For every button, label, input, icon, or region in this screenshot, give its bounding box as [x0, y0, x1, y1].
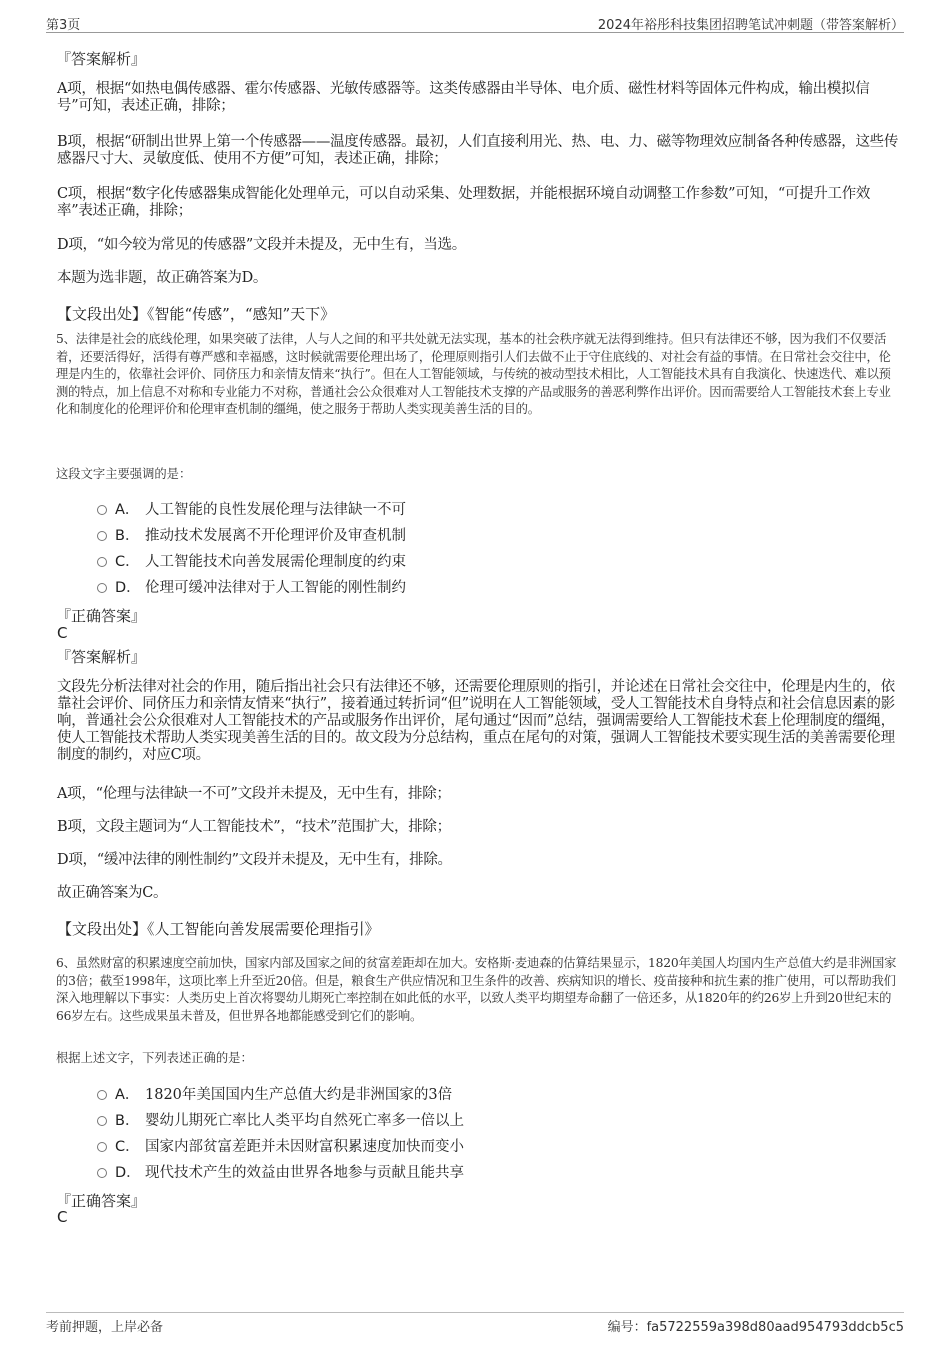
- radio-icon[interactable]: [97, 1168, 107, 1178]
- radio-icon[interactable]: [97, 557, 107, 567]
- document-title: 2024年裕彤科技集团招聘笔试冲刺题（带答案解析）: [597, 18, 904, 33]
- page-number: 第3页: [46, 18, 81, 33]
- question-5-prompt: 这段文字主要强调的是：: [56, 467, 192, 481]
- q5-analysis-line-d: D项，“缓冲法律的刚性制约”文段并未提及，无中生有，排除。: [57, 852, 452, 868]
- radio-icon[interactable]: [97, 1090, 107, 1100]
- analysis-label: 『答案解析』: [56, 648, 147, 666]
- radio-icon[interactable]: [97, 1142, 107, 1152]
- option-letter: B．: [115, 1113, 140, 1129]
- radio-icon[interactable]: [97, 531, 107, 541]
- option-text: 现代技术产生的效益由世界各地参与贡献且能共享: [145, 1165, 464, 1181]
- option-text: 伦理可缓冲法律对于人工智能的刚性制约: [145, 580, 406, 596]
- option-letter: D．: [115, 1165, 141, 1181]
- option-text: 人工智能的良性发展伦理与法律缺一不可: [145, 502, 406, 518]
- option-text: 人工智能技术向善发展需伦理制度的约束: [145, 554, 406, 570]
- option-letter: A．: [115, 1087, 140, 1103]
- source-citation: 【文段出处】《人工智能向善发展需要伦理指引》: [57, 920, 380, 938]
- question-5-passage: 5、法律是社会的底线伦理，如果突破了法律，人与人之间的和平共处就无法实现，基本的社会秩序就无法得到维持。但只有法律还不够，因为我们不仅要活着，还要活得好，活得有尊严感和幸福感，这时候就需要伦理出场了，伦理原则指引人们去做不止于守住底线的、对社会有益的事情。在日常社会交往中，伦理是内生的，依靠社会评价、同侪压力和亲情友情来“执行”。但在人工智能领域，与传统的被动型技术相比，人工智能技术具有自我演化、快速迭代、难以预测的特点，加上信息不对称和专业能力不对称，普通社会公众很难对人工智能技术支撑的产品或服务的善恶利弊作出评价。因而需要给人工智能技术套上专业化和制度化的伦理评价和伦理审查机制的缰绳，使之服务于帮助人类实现美善生活的目的。: [56, 332, 891, 417]
- radio-icon[interactable]: [97, 505, 107, 515]
- option-letter: B．: [115, 528, 140, 544]
- correct-answer: C: [57, 1208, 68, 1226]
- correct-answer-label: 『正确答案』: [56, 607, 147, 625]
- page-header: [46, 12, 904, 33]
- option-text: 婴幼儿期死亡率比人类平均自然死亡率多一倍以上: [145, 1113, 464, 1129]
- option-text: 国家内部贫富差距并未因财富积累速度加快而变小: [145, 1139, 464, 1155]
- question-5-analysis: 文段先分析法律对社会的作用，随后指出社会只有法律还不够，还需要伦理原则的指引，并论述在日常社会交往中，伦理是内生的，依靠社会评价、同侪压力和亲情友情来“执行”，接着通过转折词“但”说明在人工智能领域，受人工智能技术自身特点和社会信息因素的影响，普通社会公众很难对人工智能技术的产品或服务作出评价，尾句通过“因而”总结，强调需要给人工智能技术套上伦理制度的缰绳，使人工智能技术帮助人类实现美善生活的目的。故文段为分总结构，重点在尾句的对策，强调人工智能技术要实现生活的美善需要伦理制度的制约，对应C项。: [57, 679, 895, 763]
- q5-analysis-line-a: A项，“伦理与法律缺一不可”文段并未提及，无中生有，排除；: [57, 786, 451, 802]
- option-letter: A．: [115, 502, 140, 518]
- option-text: 1820年美国国内生产总值大约是非洲国家的3倍: [145, 1087, 453, 1103]
- analysis-line-a: A项，根据“如热电偶传感器、霍尔传感器、光敏传感器等。这类传感器由半导体、电介质、磁性材料等固体元件构成，输出模拟信号”可知，表述正确，排除；: [57, 81, 870, 114]
- analysis-conclusion: 本题为选非题，故正确答案为D。: [57, 270, 268, 286]
- option-letter: C．: [115, 1139, 140, 1155]
- question-6-prompt: 根据上述文字，下列表述正确的是：: [56, 1051, 253, 1065]
- page-footer: [46, 1312, 904, 1337]
- document-id: 编号：fa5722559a398d80aad954793ddcb5c5: [607, 1320, 904, 1335]
- radio-icon[interactable]: [97, 1116, 107, 1126]
- radio-icon[interactable]: [97, 583, 107, 593]
- option-text: 推动技术发展离不开伦理评价及审查机制: [145, 528, 406, 544]
- option-letter: C．: [115, 554, 140, 570]
- footer-slogan: 考前押题，上岸必备: [46, 1320, 164, 1335]
- question-6-passage: 6、虽然财富的积累速度空前加快，国家内部及国家之间的贫富差距却在加大。安格斯·麦迪森的估算结果显示，1820年美国人均国内生产总值大约是非洲国家的3倍；截至1998年，这项比率上升至近20倍。但是，粮食生产供应情况和卫生条件的改善、疾病知识的增长、疫苗接种和抗生素的推广使用，可以帮助我们深入地理解以下事实：人类历史上首次将婴幼儿期死亡率控制在如此低的水平，以致人类平均期望寿命翻了一倍还多，从1820年的约26岁上升到20世纪末的66岁左右。这些成果虽未普及，但世界各地都能感受到它们的影响。: [56, 956, 897, 1023]
- analysis-line-b: B项，根据“研制出世界上第一个传感器——温度传感器。最初，人们直接利用光、热、电、力、磁等物理效应制备各种传感器，这些传感器尺寸大、灵敏度低、使用不方便”可知，表述正确，排除；: [57, 134, 899, 167]
- analysis-label: 『答案解析』: [56, 50, 147, 68]
- analysis-line-d: D项，“如今较为常见的传感器”文段并未提及，无中生有，当选。: [57, 237, 466, 253]
- q5-analysis-conclusion: 故正确答案为C。: [57, 885, 168, 901]
- q5-analysis-line-b: B项，文段主题词为“人工智能技术”，“技术”范围扩大，排除；: [57, 819, 451, 835]
- correct-answer: C: [57, 624, 68, 642]
- option-letter: D．: [115, 580, 141, 596]
- correct-answer-label: 『正确答案』: [56, 1192, 147, 1210]
- source-citation: 【文段出处】《智能“传感”，“感知”天下》: [57, 305, 336, 323]
- analysis-line-c: C项，根据“数字化传感器集成智能化处理单元，可以自动采集、处理数据，并能根据环境自动调整工作参数”可知，“可提升工作效率”表述正确，排除；: [57, 186, 871, 219]
